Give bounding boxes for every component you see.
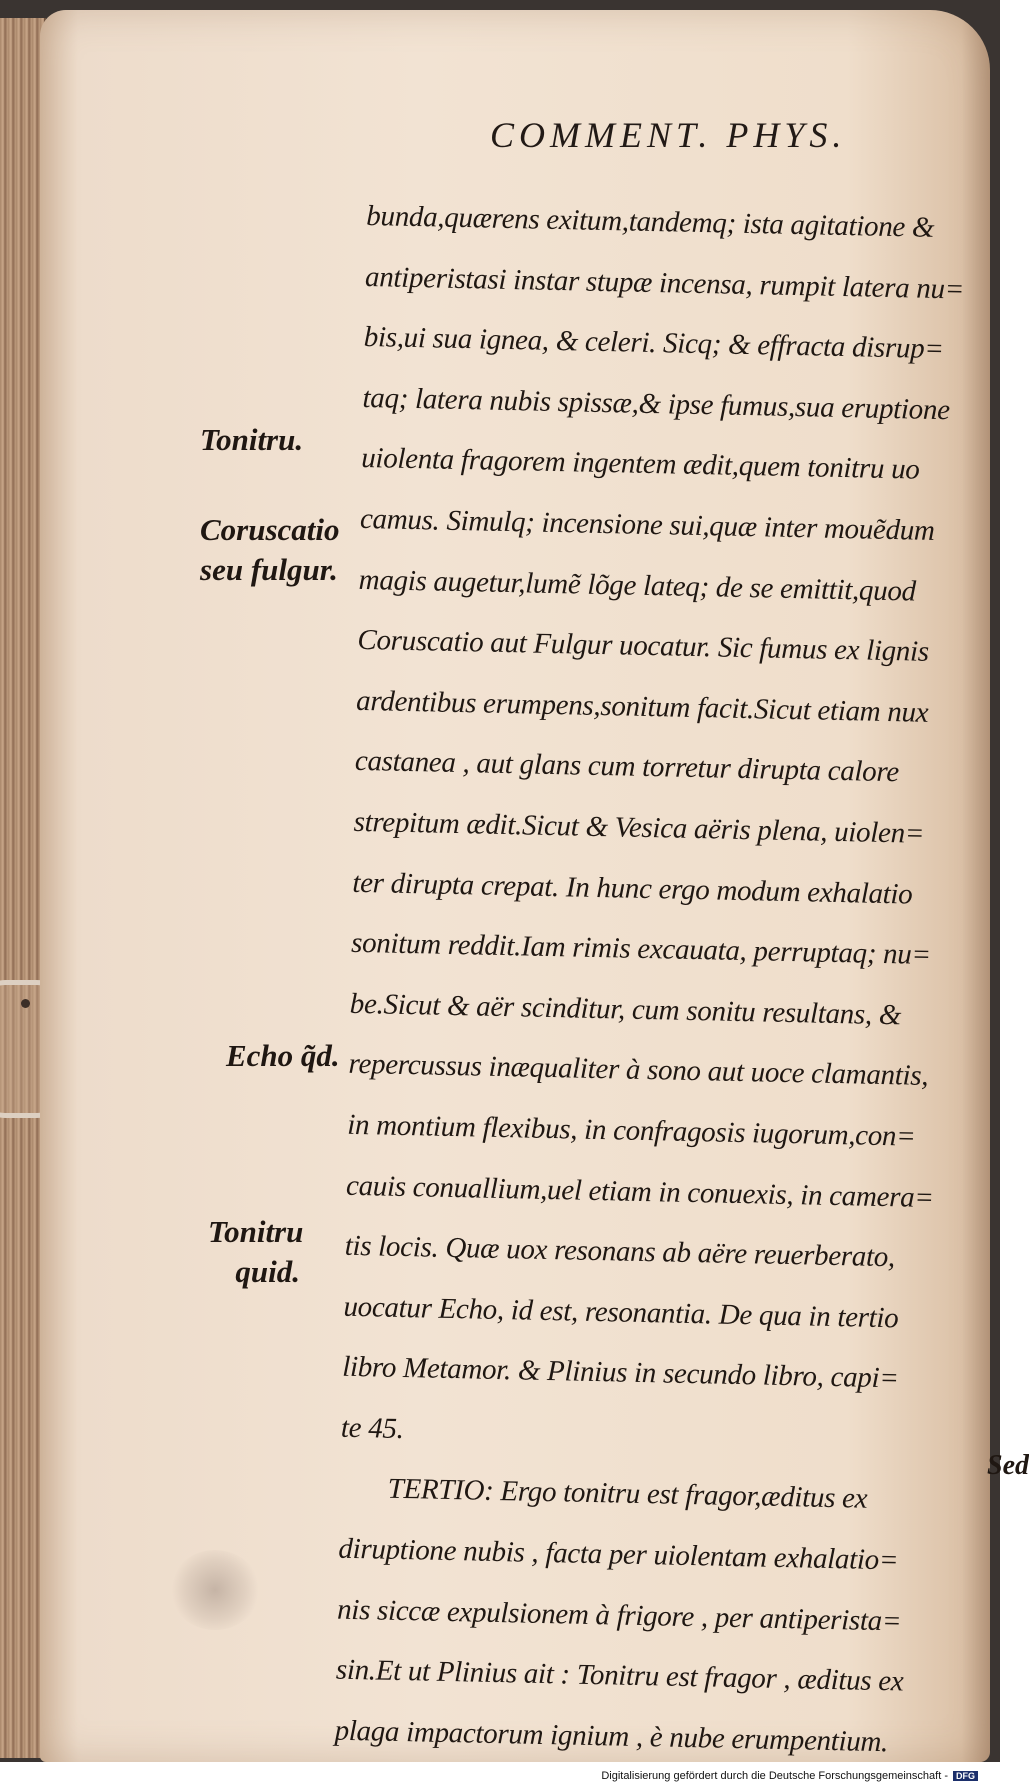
margin-note-tonitru-quid-line: quid. — [235, 1254, 300, 1289]
text-line: ter dirupta crepat. In hunc ergo modum exhalatio — [352, 866, 913, 911]
book-page — [40, 10, 1029, 1762]
text-line: sonitum reddit.Iam rimis excauata, perruptaq; nu= — [350, 926, 932, 972]
text-line: te 45. — [340, 1411, 404, 1445]
margin-note-coruscatio-line: Coruscatio — [200, 512, 340, 547]
text-line: ardentibus erumpens,sonitum facit.Sicut etiam nux — [355, 684, 929, 729]
margin-note-echo: Echo q̃d. — [226, 1038, 340, 1073]
text-line: tis locis. Quæ uox resonans ab aëre reuerberato, — [344, 1229, 896, 1274]
text-line: camus. Simulq; incensione sui,quæ inter mouẽdum — [359, 502, 935, 547]
margin-note-tonitru: Tonitru. — [200, 422, 304, 457]
running-header: COMMENT. PHYS. — [490, 115, 847, 155]
text-line: strepitum ædit.Sicut & Vesica aëris plena, uiolen= — [353, 805, 925, 850]
text-line: antiperistasi instar stupæ incensa, rumpit latera nu= — [364, 260, 965, 306]
clasp-rivet — [21, 999, 30, 1008]
text-line: nis siccæ expulsionem à frigore , per antiperista= — [336, 1593, 902, 1638]
margin-note-coruscatio — [200, 510, 340, 590]
text-line: bunda,quærens exitum,tandemq; ista agitatione & — [366, 199, 935, 244]
text-line: magis augetur,lumẽ lõge lateq; de se emittit,quod — [358, 563, 917, 608]
catchword: Sed — [987, 1450, 1029, 1481]
text-line: libro Metamor. & Plinius in secundo libro, capi= — [341, 1351, 899, 1395]
text-line: cauis conuallium,uel etiam in conuexis, in camera= — [345, 1169, 934, 1214]
text-line: be.Sicut & aër scinditur, cum sonitu resultans, & — [349, 987, 902, 1032]
text-line: repercussus inæqualiter à sono aut uoce clamantis, — [348, 1048, 929, 1093]
text-lines — [334, 186, 1027, 1775]
text-line: Coruscatio aut Fulgur uocatur. Sic fumus ex lignis — [357, 624, 930, 669]
margin-note-coruscatio-line: seu fulgur. — [200, 552, 338, 587]
text-line: plaga impactorum ignium , è nube erumpentium. — [334, 1714, 889, 1759]
text-line: diruptione nubis , facta per uiolentam exhalatio= — [338, 1532, 899, 1577]
text-line: TERTIO: Ergo tonitru est fragor,æditus ex — [387, 1473, 868, 1516]
credit-text: Digitalisierung gefördert durch die Deutsche Forschungsgemeinschaft - — [601, 1770, 948, 1782]
text-line: bis,ui sua ignea, & celeri. Sicq; & effracta disrup= — [363, 321, 944, 366]
text-line: uocatur Echo, id est, resonantia. De qua in tertio — [343, 1290, 899, 1335]
main-text-block — [334, 186, 1027, 1775]
margin-note-tonitru-quid-line: Tonitru — [208, 1214, 304, 1249]
digitization-credit — [601, 1770, 978, 1782]
text-line: in montium flexibus, in confragosis iugorum,con= — [347, 1108, 916, 1153]
margin-note-tonitru-quid — [208, 1212, 303, 1292]
dfg-logo: DFG — [953, 1771, 978, 1781]
text-line: taq; latera nubis spissæ,& ipse fumus,sua eruptione — [362, 381, 951, 427]
text-line: sin.Et ut Plinius ait : Tonitru est fragor , æditus ex — [335, 1653, 904, 1698]
text-line: castanea , aut glans cum torretur dirupta calore — [354, 745, 900, 789]
page-stain — [170, 1550, 260, 1630]
text-line: uiolenta fragorem ingentem ædit,quem tonitru uo — [360, 442, 920, 487]
